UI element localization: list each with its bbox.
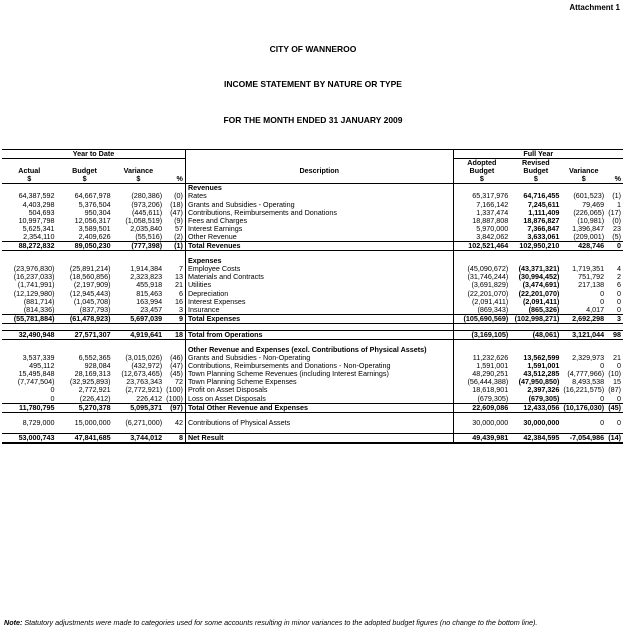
description-cell: Contributions, Reimbursements and Donations (185, 209, 453, 217)
full-variance-pct-cell: 0 (606, 242, 623, 251)
variance-pct-cell: 21 (174, 280, 183, 290)
description-cell: Interest Earnings (185, 225, 453, 233)
adopted-budget-cell: (105,690,569) (453, 314, 510, 323)
variance-cell: (6,271,000) (125, 417, 163, 427)
adopted-budget-cell: 22,609,086 (453, 403, 510, 412)
budget-cell: 47,841,685 (57, 433, 113, 443)
full-variance-cell: 1,719,351 (572, 264, 605, 274)
description-cell: Rates (185, 192, 453, 200)
income-statement-table (2, 149, 623, 444)
footnote (4, 618, 537, 627)
full-variance-pct-cell: 4 (617, 264, 621, 274)
adopted-budget-cell: 65,317,976 (453, 192, 510, 200)
full-variance-cell: 0 (600, 361, 605, 371)
budget-cell: 6,552,365 (78, 353, 111, 363)
full-variance-pct-cell: (0) (612, 215, 621, 225)
revised-budget-cell: (43,371,321) (518, 264, 560, 274)
variance-cell: (280,386) (131, 191, 163, 201)
description-cell: Contributions, Reimbursements and Donations - Non-Operating (185, 362, 453, 370)
budget-cell: (61,478,923) (57, 314, 113, 323)
table-row (2, 306, 623, 315)
description-cell: Town Planning Scheme Expenses (185, 378, 453, 386)
variance-pct-cell: 9 (164, 314, 185, 323)
adopted-budget-cell: (3,691,829) (453, 281, 510, 289)
note-label: Note: (4, 618, 23, 627)
actual-cell: 2,354,110 (23, 231, 55, 241)
description-cell: Utilities (185, 281, 453, 289)
full-variance-cell: -7,054,986 (561, 433, 606, 443)
actual-unit: $ (2, 175, 57, 184)
actual-cell: 32,490,948 (2, 330, 57, 339)
revised-budget-cell: 18,876,827 (523, 215, 560, 225)
adopted-budget-cell: (22,201,070) (453, 290, 510, 298)
adopted-budget-cell: 102,521,464 (453, 242, 510, 251)
budget-cell: (12,945,443) (69, 288, 111, 298)
description-cell: Total Revenues (185, 242, 453, 251)
full-variance-pct-cell: 1 (617, 199, 621, 209)
actual-cell: 495,112 (29, 361, 55, 371)
budget-cell: (25,891,214) (69, 264, 111, 274)
adopted-budget-cell: 18,618,901 (453, 386, 510, 394)
variance-cell: 2,035,840 (130, 223, 163, 233)
adopted-budget-cell: (679,305) (453, 395, 510, 404)
variance-header: Variance (123, 166, 154, 176)
budget-cell: (32,925,893) (69, 377, 111, 387)
revised-budget-cell: (48,061) (510, 330, 561, 339)
variance-cell: (973,206) (131, 199, 163, 209)
report-period: FOR THE MONTH ENDED 31 JANUARY 2009 (223, 115, 403, 125)
budget-cell: 3,589,501 (78, 223, 111, 233)
adopted-budget-cell: 7,166,142 (453, 201, 510, 209)
variance-pct-cell: 6 (178, 288, 183, 298)
revised-budget-cell: 7,366,847 (527, 223, 560, 233)
full-variance-cell: 2,692,298 (561, 314, 606, 323)
budget-cell: 89,050,230 (57, 242, 113, 251)
budget-cell: 15,000,000 (74, 417, 111, 427)
actual-cell: (12,129,980) (13, 288, 55, 298)
description-cell: Total from Operations (185, 330, 453, 339)
actual-cell: (881,714) (23, 296, 55, 306)
budget-cell: 950,304 (84, 207, 111, 217)
adopted-budget-cell: 1,591,001 (453, 362, 510, 370)
full-variance-cell: 1,396,847 (572, 223, 605, 233)
description-cell: Town Planning Scheme Revenues (including Interest Earnings) (185, 370, 453, 378)
adopted-unit: $ (453, 175, 510, 184)
adopted-budget-cell: (3,169,105) (453, 330, 510, 339)
actual-cell: 64,387,592 (18, 191, 55, 201)
revised-budget-cell: 12,433,056 (510, 403, 561, 412)
section-title: Revenues (185, 184, 453, 193)
budget-cell: 5,376,504 (78, 199, 111, 209)
revised-budget-cell: 13,562,599 (523, 353, 560, 363)
budget-cell: 64,667,978 (74, 191, 111, 201)
full-variance-pct-cell: (5) (612, 231, 621, 241)
full-variance-pct-cell: 98 (606, 330, 623, 339)
full-variance-pct-cell: (17) (608, 207, 621, 217)
revised-unit: $ (510, 175, 561, 184)
actual-cell: 15,495,848 (18, 369, 55, 379)
revised-budget-cell: (679,305) (528, 393, 560, 403)
full-variance-pct-cell: 0 (617, 417, 621, 427)
variance-pct-cell: (97) (164, 403, 185, 412)
total-row (2, 330, 623, 339)
report-subtitle: INCOME STATEMENT BY NATURE OR TYPE (224, 79, 402, 89)
actual-cell: 10,997,798 (18, 215, 55, 225)
variance-cell: (3,015,026) (125, 353, 163, 363)
section-title: Other Revenue and Expenses (excl. Contributions of Physical Assets) (185, 346, 453, 354)
adopted-budget-cell: 5,970,000 (453, 225, 510, 233)
variance-pct-cell: 72 (174, 377, 183, 387)
actual-cell: (1,741,991) (17, 280, 55, 290)
variance-pct-cell: (100) (166, 385, 183, 395)
variance-pct-cell: 13 (174, 272, 183, 282)
revised-budget-cell: 30,000,000 (523, 417, 560, 427)
variance-pct-cell: 3 (178, 304, 183, 314)
variance-pct-cell: (2) (174, 231, 183, 241)
adopted-budget-cell: (2,091,411) (453, 298, 510, 306)
revised-budget-cell: 2,397,326 (527, 385, 560, 395)
full-variance-cell: (601,523) (573, 191, 605, 201)
attachment-label: Attachment 1 (569, 3, 620, 12)
full-variance-cell: (209,001) (573, 231, 605, 241)
note-text: Statutory adjustments were made to categories used for some accounts resulting in minor variances to the adopted budget figures (no change to the bottom line). (24, 618, 538, 627)
revised-budget-cell: (102,998,271) (510, 314, 561, 323)
actual-cell: 8,729,000 (22, 417, 55, 427)
variance-pct-cell: 57 (174, 223, 183, 233)
full-variance-pct-cell: 6 (617, 280, 621, 290)
description-cell: Employee Costs (185, 265, 453, 273)
variance-pct-cell: (46) (170, 353, 183, 363)
ytd-header: Year to Date (2, 150, 185, 159)
variance-cell: (777,398) (113, 242, 165, 251)
full-variance-unit: $ (561, 175, 606, 184)
adopted-budget-cell: 1,337,474 (453, 209, 510, 217)
budget-cell: (226,412) (79, 393, 111, 403)
revised-budget-cell: 3,633,061 (527, 231, 560, 241)
description-cell: Total Expenses (185, 314, 453, 323)
adopted-budget-cell: 30,000,000 (453, 419, 510, 427)
actual-cell: 5,625,341 (22, 223, 55, 233)
description-cell: Grants and Subsidies - Operating (185, 201, 453, 209)
full-variance-cell: 0 (600, 288, 605, 298)
variance-pct-cell: 8 (164, 433, 185, 443)
variance-pct-cell: (18) (170, 199, 183, 209)
full-variance-pct-cell: (45) (606, 403, 623, 412)
net-result-row (2, 433, 623, 443)
variance-pct-cell: (1) (164, 242, 185, 251)
full-variance-cell: 2,329,973 (572, 353, 605, 363)
full-variance-cell: 8,493,538 (572, 377, 605, 387)
full-variance-pct-cell: 23 (613, 223, 621, 233)
revised-budget-cell: 43,512,285 (523, 369, 560, 379)
variance-cell: 5,697,039 (113, 314, 165, 323)
variance-cell: (12,673,465) (121, 369, 163, 379)
full-variance-pct-cell: 21 (613, 353, 621, 363)
adopted-budget-cell: (31,746,244) (453, 273, 510, 281)
full-variance-pct-cell: 2 (617, 272, 621, 282)
full-variance-cell: (10,176,030) (563, 402, 605, 412)
variance-cell: 23,763,343 (126, 377, 163, 387)
budget-cell: 12,056,317 (74, 215, 111, 225)
budget-cell: 27,571,307 (57, 330, 113, 339)
actual-cell: 53,000,743 (2, 433, 57, 443)
full-variance-pct-cell: (10) (608, 369, 621, 379)
full-variance-cell: 4,017 (586, 304, 605, 314)
description-cell: Materials and Contracts (185, 273, 453, 281)
full-year-header: Full Year (453, 150, 623, 159)
total-row (2, 314, 623, 323)
variance-cell: 23,457 (140, 304, 163, 314)
full-variance-pct-cell: 0 (617, 361, 621, 371)
variance-pct-cell: (9) (174, 215, 183, 225)
description-cell: Interest Expenses (185, 298, 453, 306)
variance-pct-cell: (100) (166, 393, 183, 403)
total-row (2, 242, 623, 251)
description-cell: Other Revenue (185, 233, 453, 242)
adopted-budget-cell: (45,090,672) (453, 265, 510, 273)
description-cell: Depreciation (185, 290, 453, 298)
variance-cell: 455,918 (136, 280, 163, 290)
full-variance-cell: 3,121,044 (561, 330, 606, 339)
budget-header: Budget (72, 166, 97, 176)
adopted-header-2: Budget (453, 167, 510, 175)
full-variance-cell: 428,746 (561, 242, 606, 251)
full-variance-pct-cell: (14) (606, 433, 623, 443)
variance-pct-unit: % (164, 175, 185, 184)
revised-header-2: Budget (523, 166, 549, 176)
actual-cell: 0 (50, 393, 55, 403)
variance-cell: 4,919,641 (113, 330, 165, 339)
description-cell: Contributions of Physical Assets (185, 419, 453, 427)
description-cell: Profit on Asset Disposals (185, 386, 453, 394)
description-header: Description (185, 167, 453, 175)
variance-cell: (432,972) (131, 361, 163, 371)
variance-cell: 815,463 (136, 288, 163, 298)
budget-cell: (2,197,909) (73, 280, 111, 290)
actual-cell: (814,336) (23, 304, 55, 314)
revised-budget-cell: 1,591,001 (527, 361, 560, 371)
total-row (2, 403, 623, 412)
adopted-budget-cell: 49,439,981 (453, 433, 510, 443)
variance-cell: (445,611) (131, 207, 163, 217)
variance-unit: $ (113, 175, 165, 184)
full-variance-cell: 0 (600, 393, 605, 403)
full-variance-cell: 751,792 (578, 272, 605, 282)
adopted-header-1: Adopted (453, 159, 510, 168)
full-variance-cell: (10,981) (577, 215, 605, 225)
description-cell: Loss on Asset Disposals (185, 395, 453, 404)
full-variance-pct-cell: 0 (617, 288, 621, 298)
budget-cell: (1,045,708) (73, 296, 111, 306)
actual-cell: (16,237,033) (13, 272, 55, 282)
actual-cell: (7,747,504) (17, 377, 55, 387)
variance-pct-cell: 18 (164, 330, 185, 339)
revised-budget-cell: 64,716,455 (523, 191, 560, 201)
variance-pct-cell: (0) (174, 191, 183, 201)
full-variance-cell: (4,777,966) (567, 369, 605, 379)
revised-budget-cell: (3,474,691) (522, 280, 560, 290)
full-variance-cell: 79,469 (582, 199, 605, 209)
report-title: CITY OF WANNEROO (269, 44, 357, 54)
budget-cell: (837,793) (79, 304, 111, 314)
description-cell: Net Result (185, 433, 453, 443)
variance-cell: 5,095,371 (113, 403, 165, 412)
variance-cell: (2,772,921) (125, 385, 163, 395)
budget-cell: 2,409,626 (78, 231, 111, 241)
variance-cell: 1,914,384 (130, 264, 163, 274)
revised-budget-cell: 7,245,611 (527, 199, 560, 209)
full-variance-cell: 217,138 (578, 280, 605, 290)
budget-cell: 2,772,921 (78, 385, 111, 395)
revised-budget-cell: (22,201,070) (518, 288, 560, 298)
variance-cell: (55,516) (135, 231, 163, 241)
budget-cell: 5,270,378 (57, 403, 113, 412)
actual-cell: (55,781,884) (2, 314, 57, 323)
full-variance-pct-cell: 0 (617, 304, 621, 314)
actual-cell: 11,780,795 (2, 403, 57, 412)
actual-cell: 4,403,298 (22, 199, 55, 209)
description-cell: Grants and Subsidies - Non-Operating (185, 354, 453, 362)
budget-cell: 928,084 (84, 361, 111, 371)
full-variance-cell: 0 (600, 296, 605, 306)
budget-unit: $ (57, 175, 113, 184)
budget-cell: 28,169,313 (74, 369, 111, 379)
actual-cell: (23,976,830) (13, 264, 55, 274)
variance-cell: 226,412 (136, 393, 163, 403)
variance-pct-cell: (47) (170, 361, 183, 371)
variance-cell: 2,323,823 (130, 272, 163, 282)
actual-header: Actual (18, 166, 41, 176)
table-row (2, 395, 623, 404)
full-variance-pct-cell: (87) (608, 385, 621, 395)
adopted-budget-cell: (869,343) (453, 306, 510, 315)
full-variance-pct-cell: 15 (613, 377, 621, 387)
full-variance-pct-cell: 0 (617, 296, 621, 306)
variance-pct-cell: (45) (170, 369, 183, 379)
description-cell: Total Other Revenue and Expenses (185, 403, 453, 412)
revised-budget-cell: 42,384,595 (510, 433, 561, 443)
revised-header-1: Revised (522, 158, 550, 168)
revised-budget-cell: (2,091,411) (523, 296, 560, 306)
revised-budget-cell: 102,950,210 (510, 242, 561, 251)
actual-cell: 504,693 (28, 207, 55, 217)
full-variance-pct-cell: 0 (617, 393, 621, 403)
table-row (2, 419, 623, 427)
variance-pct-cell: 42 (174, 417, 183, 427)
full-variance-cell: (16,221,575) (563, 385, 605, 395)
revised-budget-cell: (30,994,452) (518, 272, 560, 282)
full-variance-pct-cell: 3 (606, 314, 623, 323)
full-variance-header: Variance (568, 166, 599, 176)
variance-pct-cell: 7 (178, 264, 183, 274)
description-cell: Fees and Charges (185, 217, 453, 225)
variance-cell: 3,744,012 (113, 433, 165, 443)
actual-cell: 3,537,339 (22, 353, 55, 363)
full-variance-cell: 0 (600, 417, 605, 427)
revised-budget-cell: 1,111,409 (528, 207, 560, 217)
actual-cell: 0 (50, 385, 55, 395)
variance-cell: (1,058,519) (125, 215, 163, 225)
adopted-budget-cell: 11,232,626 (453, 354, 510, 362)
revised-budget-cell: (865,326) (528, 304, 560, 314)
adopted-budget-cell: 48,290,251 (453, 370, 510, 378)
full-variance-cell: (226,065) (573, 207, 605, 217)
adopted-budget-cell: 3,842,062 (453, 233, 510, 242)
full-variance-pct-cell: (1) (612, 191, 621, 201)
variance-pct-cell: 16 (174, 296, 183, 306)
section-title: Expenses (185, 257, 453, 265)
description-cell: Insurance (185, 306, 453, 315)
budget-cell: (18,560,856) (69, 272, 111, 282)
adopted-budget-cell: 18,887,808 (453, 217, 510, 225)
variance-pct-cell: (47) (170, 207, 183, 217)
revised-budget-cell: (47,950,850) (518, 377, 560, 387)
variance-cell: 163,994 (136, 296, 163, 306)
actual-cell: 88,272,832 (2, 242, 57, 251)
full-variance-pct-unit: % (606, 175, 623, 184)
adopted-budget-cell: (56,444,388) (453, 378, 510, 386)
